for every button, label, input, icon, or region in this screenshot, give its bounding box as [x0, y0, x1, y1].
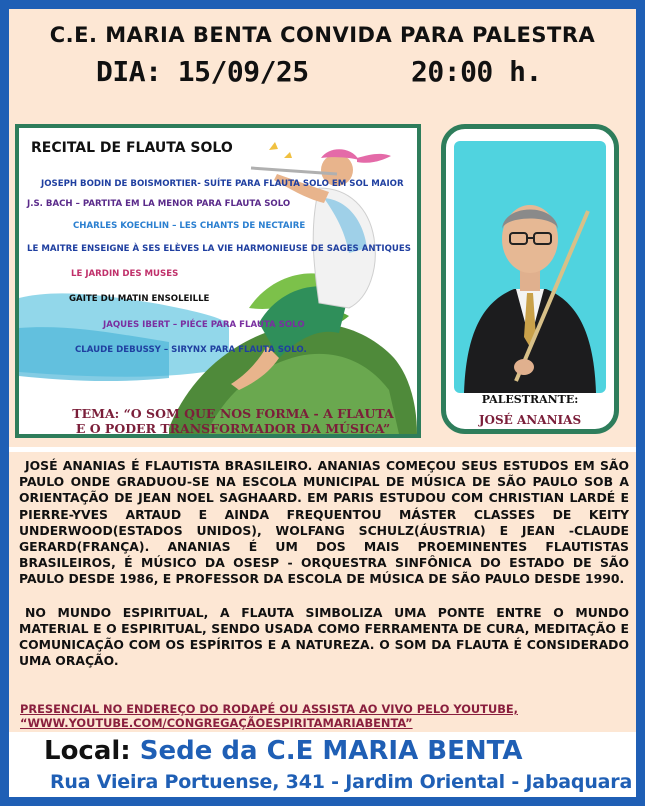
program-item: CLAUDE DEBUSSY – SIRYNX PARA FLAUTA SOLO. [75, 345, 307, 355]
program-item: LE JARDIN DES MUSES [71, 269, 179, 279]
program-item: JAQUES IBERT – PIÉCE PARA FLAUTA SOLO [103, 320, 305, 330]
bio-paragraph-2: NO MUNDO ESPIRITUAL, A FLAUTA SIMBOLIZA UMA PONTE ENTRE O MUNDO MATERIAL E O ESPIRITUAL, SENDO USADA COMO FERRAMENTA DE CURA, MEDITAÇÃO E COMUNICAÇÃO COM OS ESPÍRITOS E A NATUREZA. O SOM DA FLAUTA É CONSIDERADO UMA ORAÇÃO. [19, 604, 629, 669]
program-item: GAITE DU MATIN ENSOLEILLE [69, 294, 210, 304]
venue-name: Sede da C.E MARIA BENTA [139, 736, 523, 766]
lecture-theme [53, 406, 413, 436]
theme-line-2: E O PODER TRANSFORMADOR DA MÚSICA” [75, 421, 391, 436]
bio-paragraph-1: JOSÉ ANANIAS É FLAUTISTA BRASILEIRO. ANANIAS COMEÇOU SEUS ESTUDOS EM SÃO PAULO ONDE GRADUOU-SE NA ESCOLA MUNICIPAL DE MÚSICA DE SÃO PAULO SOB A ORIENTAÇÃO DE JEAN NOEL SAGHAARD. EM PARIS ESTUDOU COM CHRISTIAN LARDÉ E PIERRE-YVES ARTAUD E AINDA FREQUENTOU MÁSTER CLASSES DE KEITY UNDERWOOD(ESTADOS UNIDOS), WOLFANG SCHULZ(ÁUSTRIA) E JEAN -CLAUDE GERARD(FRANÇA). ANANIAS É UM DOS MAIS PROEMINENTES FLAUTISTAS BRASILEIROS, É MÚSICO DA OSESP - ORQUESTRA SINFÔNICA DO ESTADO DE SÃO PAULO DESDE 1986, E PROFESSOR DA ESCOLA DE MÚSICA DE SÃO PAULO DESDE 1990. [19, 458, 629, 587]
speaker-role: PALESTRANTE: [481, 393, 579, 406]
venue-address: Rua Vieira Portuense, 341 - Jardim Oriental - Jabaquara [50, 771, 633, 793]
recital-heading: RECITAL DE FLAUTA SOLO [31, 140, 233, 156]
event-date: DIA: 15/09/25 [96, 55, 309, 88]
program-item: J.S. BACH – PARTITA EM LA MENOR PARA FLAUTA SOLO [27, 199, 291, 209]
attendance-link[interactable]: PRESENCIAL NO ENDEREÇO DO RODAPÉ OU ASSISTA AO VIVO PELO YOUTUBE, [20, 702, 518, 716]
poster-title: C.E. MARIA BENTA CONVIDA PARA PALESTRA [49, 23, 596, 47]
recital-panel [15, 124, 421, 438]
event-time: 20:00 h. [411, 55, 542, 88]
venue-label: Local: [44, 736, 131, 766]
program-item: CHARLES KOECHLIN – LES CHANTS DE NECTAIRE [73, 221, 306, 231]
flutist-illustration [19, 128, 417, 434]
program-item: LE MAITRE ENSEIGNE À SES ELÈVES LA VIE HARMONIEUSE DE SAGES ANTIQUES [27, 244, 411, 254]
speaker-panel [441, 124, 619, 434]
speaker-portrait [454, 141, 606, 393]
speaker-photo [454, 141, 606, 393]
theme-line-1: TEMA: “O SOM QUE NOS FORMA - A FLAUTA [72, 406, 394, 421]
program-item: JOSEPH BODIN DE BOISMORTIER- SUÍTE PARA FLAUTA SOLO EM SOL MAIOR [41, 179, 404, 189]
speaker-name: JOSÉ ANANIAS [478, 413, 582, 427]
bio-text [19, 458, 629, 669]
venue-line [44, 736, 522, 766]
youtube-link[interactable]: “WWW.YOUTUBE.COM/CONGREGAÇÃOESPIRITAMARIABENTA” [20, 716, 413, 730]
